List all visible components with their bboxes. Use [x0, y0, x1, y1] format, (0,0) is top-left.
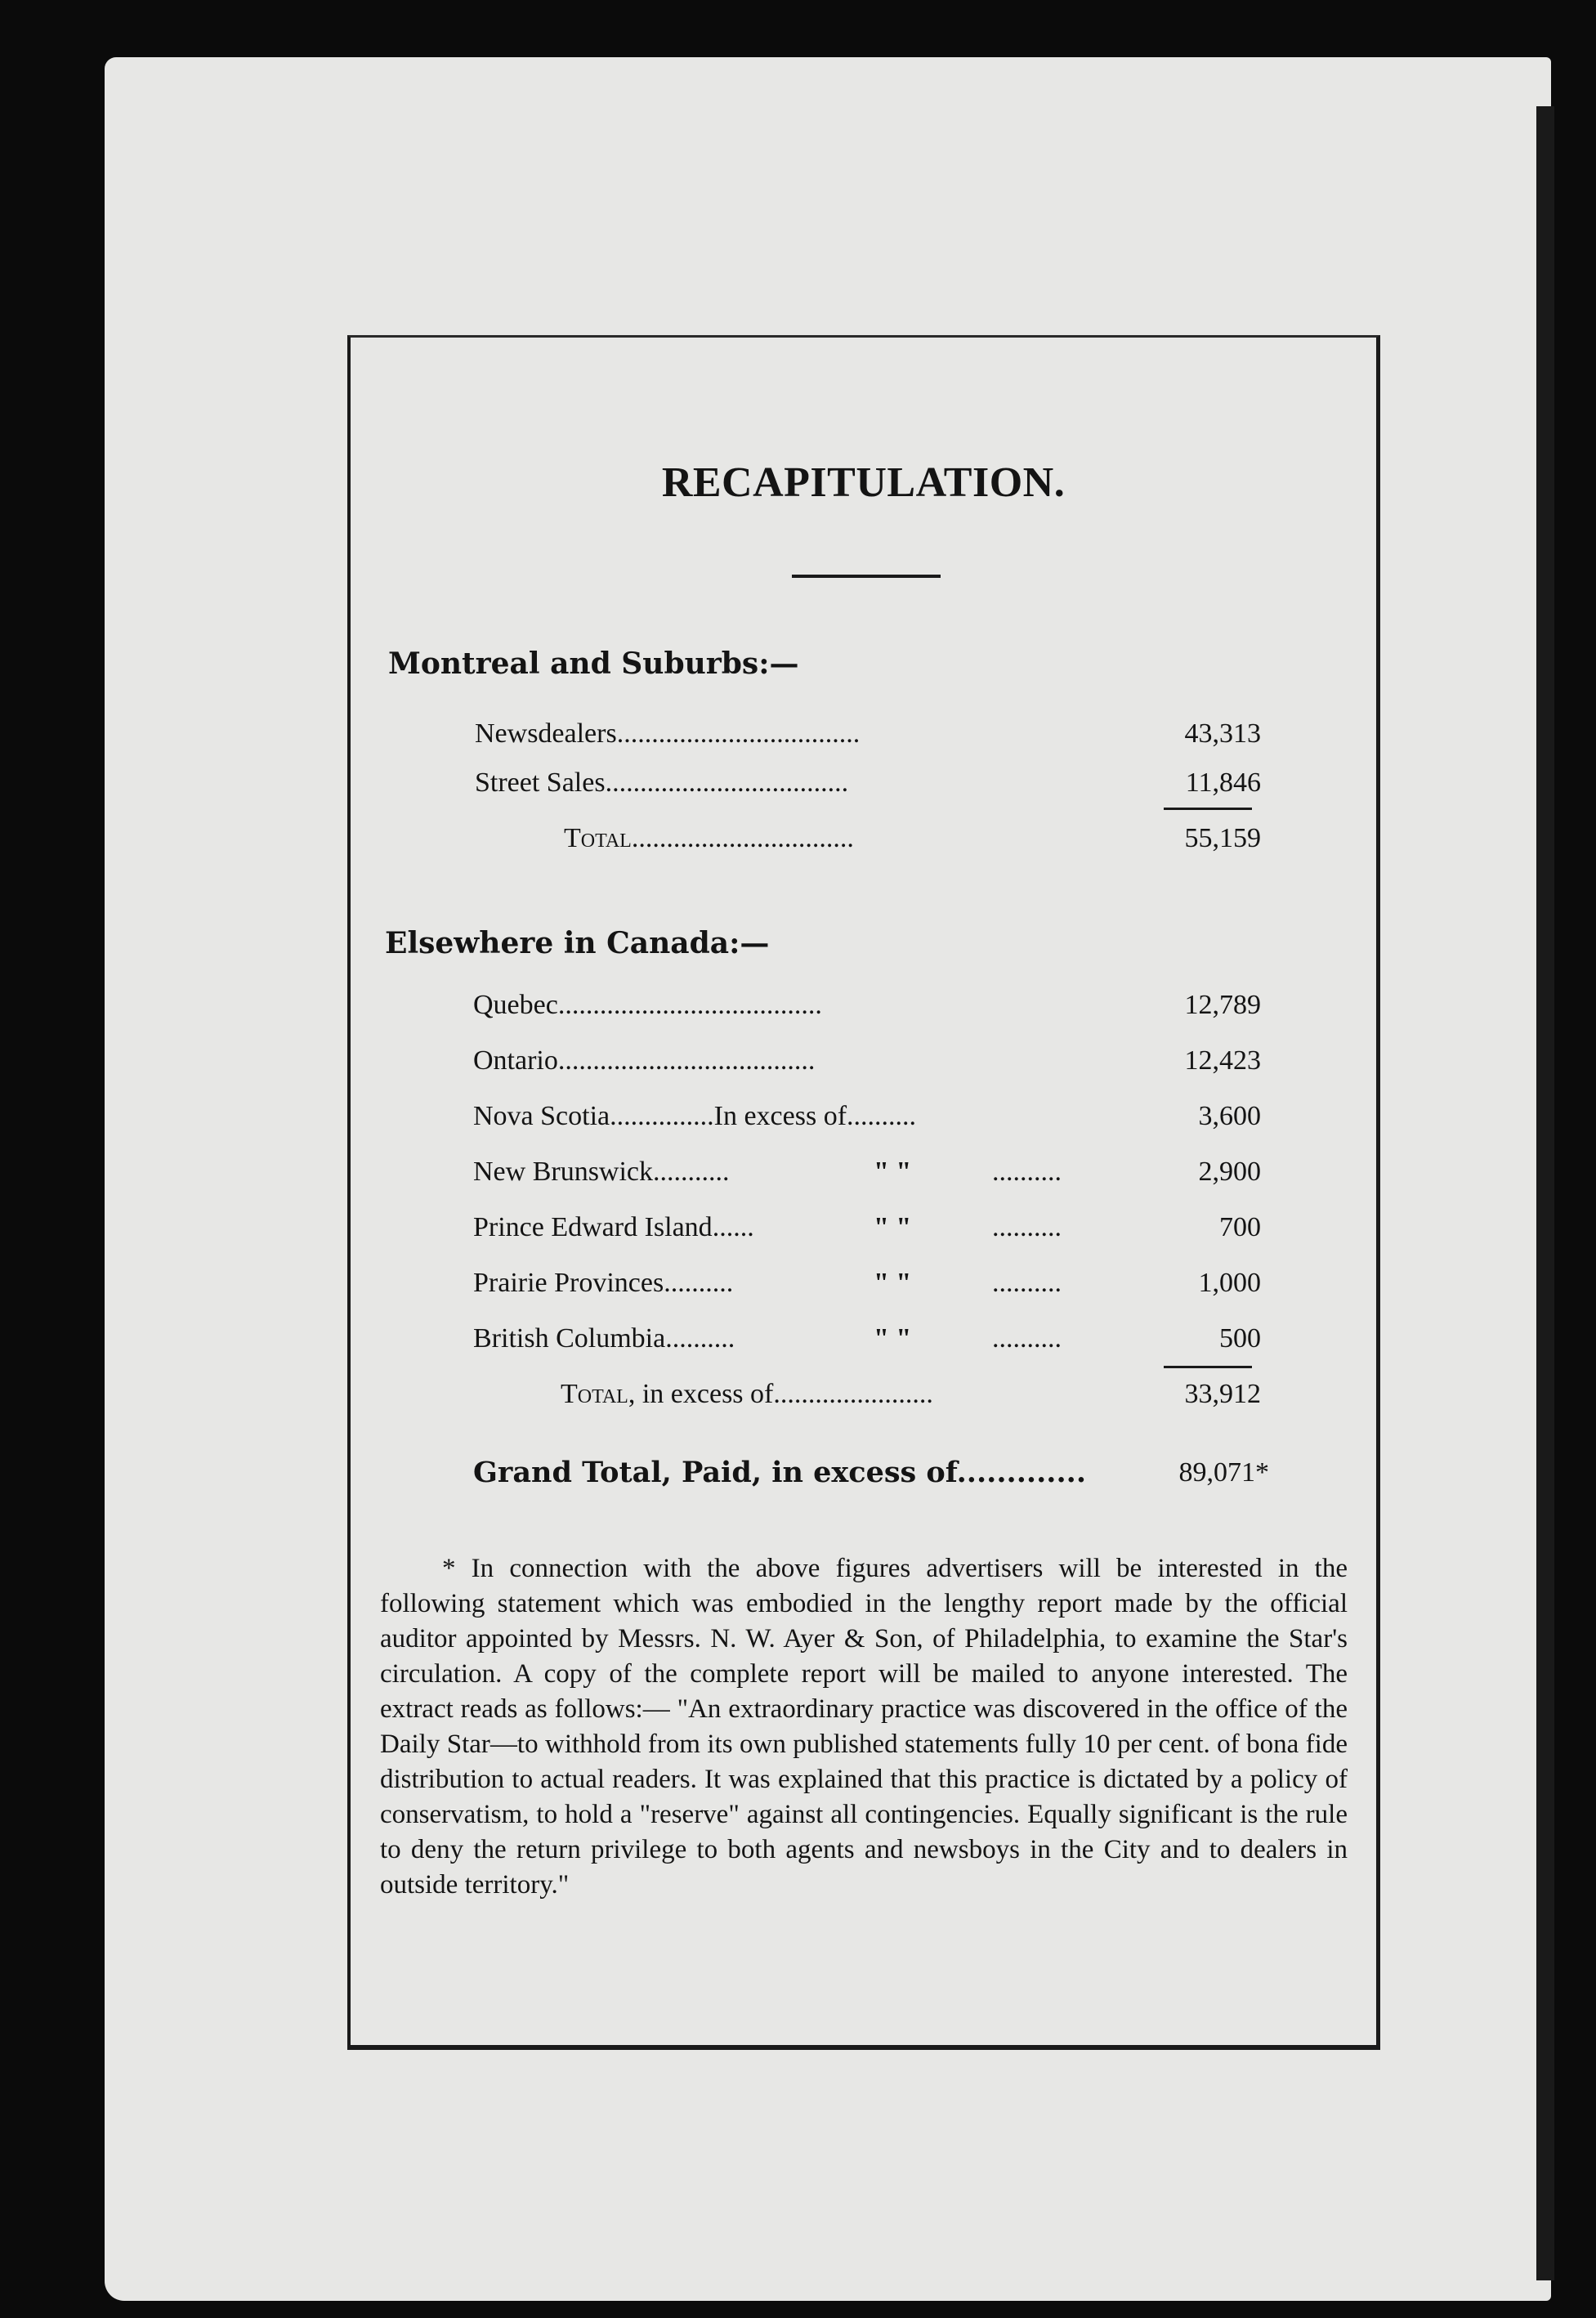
row-value: 3,600 — [1198, 1101, 1261, 1131]
grand-total-row — [351, 1452, 1384, 1493]
leader-dots: ...................................... — [557, 990, 822, 1020]
list-item — [351, 1096, 1384, 1137]
leader-dots: ................................ — [631, 823, 854, 853]
leader-dots: ...... — [712, 1212, 754, 1242]
row-value: 12,789 — [1184, 990, 1261, 1020]
leader-dots: ....................... — [773, 1379, 933, 1409]
list-item — [351, 1207, 1384, 1248]
list-item — [351, 1152, 1384, 1193]
leader-dots: ................................... — [605, 767, 849, 798]
ditto-marks: " " — [874, 1157, 912, 1187]
row-value: 43,313 — [1184, 718, 1261, 749]
montreal-total-row — [351, 818, 1384, 859]
list-item — [351, 1263, 1384, 1304]
leader-dots: .......... — [665, 1323, 735, 1354]
total-value: 33,912 — [1184, 1379, 1261, 1409]
footnote-text: * In connection with the above figures advertisers will be interested in the following statement which was embodied in the lengthy report made by the official auditor appointed by Messrs. N. W. Ayer & Son, of Philadelphia, to examine the Star's circulation. A copy of the complete report will be mailed to anyone interested. The extract reads as follows:— "An extraordinary practice was discovered in the office of the Daily Star—to withhold from its own published statements fully 10 per cent. of bona fide distribution to actual readers. It was explained that this practice is dictated by a policy of conservatism, to hold a "reserve" against all contingencies. Equally significant is the rule to deny the return privilege to both agents and newsboys in the City and to dealers in outside territory." — [380, 1554, 1348, 1900]
row-value: 2,900 — [1198, 1157, 1261, 1187]
total-value: 55,159 — [1184, 823, 1261, 853]
list-item — [351, 985, 1384, 1026]
row-value: 700 — [1219, 1212, 1261, 1242]
total-suffix: , in excess of — [628, 1379, 774, 1409]
page-title: RECAPITULATION. — [661, 459, 1066, 506]
leader-dots: ............... — [610, 1101, 714, 1131]
total-label: Total — [561, 1379, 628, 1409]
title-rule — [792, 575, 941, 578]
leader-dots: ................................... — [616, 718, 861, 749]
leader-dots: .......... — [992, 1323, 1062, 1354]
book-spine-edge — [1536, 106, 1554, 2280]
row-value: 11,846 — [1185, 767, 1261, 798]
leader-dots: .......... — [992, 1157, 1062, 1187]
row-label: Newsdealers — [475, 718, 617, 749]
leader-dots: ..................................... — [557, 1045, 816, 1076]
row-label: Street Sales — [475, 767, 606, 798]
elsewhere-total-row — [351, 1374, 1384, 1415]
row-label: British Columbia — [473, 1323, 666, 1354]
ditto-marks: " " — [874, 1323, 912, 1354]
footnote — [380, 1551, 1348, 1903]
grand-total-label: Grand Total, Paid, in excess of — [473, 1456, 957, 1489]
list-item — [351, 1318, 1384, 1359]
row-label: Ontario — [473, 1045, 558, 1076]
montreal-heading: Montreal and Suburbs:— — [388, 647, 799, 681]
elsewhere-heading: Elsewhere in Canada:— — [385, 926, 770, 960]
row-label: Prairie Provinces — [473, 1268, 664, 1298]
row-label: New Brunswick — [473, 1157, 654, 1187]
row-value: 12,423 — [1184, 1045, 1261, 1076]
in-excess-label: In excess of — [713, 1101, 847, 1131]
row-value: 1,000 — [1198, 1268, 1261, 1298]
list-item — [351, 714, 1384, 754]
leader-dots: ........... — [653, 1157, 730, 1187]
sum-rule — [1164, 808, 1252, 810]
leader-dots: .......... — [664, 1268, 734, 1298]
row-label: Nova Scotia — [473, 1101, 610, 1131]
list-item — [351, 1040, 1384, 1081]
list-item — [351, 763, 1384, 803]
leader-dots: .......... — [847, 1101, 917, 1131]
recapitulation-frame — [347, 335, 1380, 2050]
total-label: Total — [564, 823, 632, 853]
grand-total-value: 89,071* — [1178, 1457, 1269, 1488]
leader-dots: .......... — [992, 1268, 1062, 1298]
sum-rule — [1164, 1366, 1252, 1368]
row-label: Quebec — [473, 990, 558, 1020]
row-label: Prince Edward Island — [473, 1212, 713, 1242]
leader-dots: ............. — [956, 1456, 1086, 1489]
row-value: 500 — [1219, 1323, 1261, 1354]
ditto-marks: " " — [874, 1268, 912, 1298]
ditto-marks: " " — [874, 1212, 912, 1242]
leader-dots: .......... — [992, 1212, 1062, 1242]
